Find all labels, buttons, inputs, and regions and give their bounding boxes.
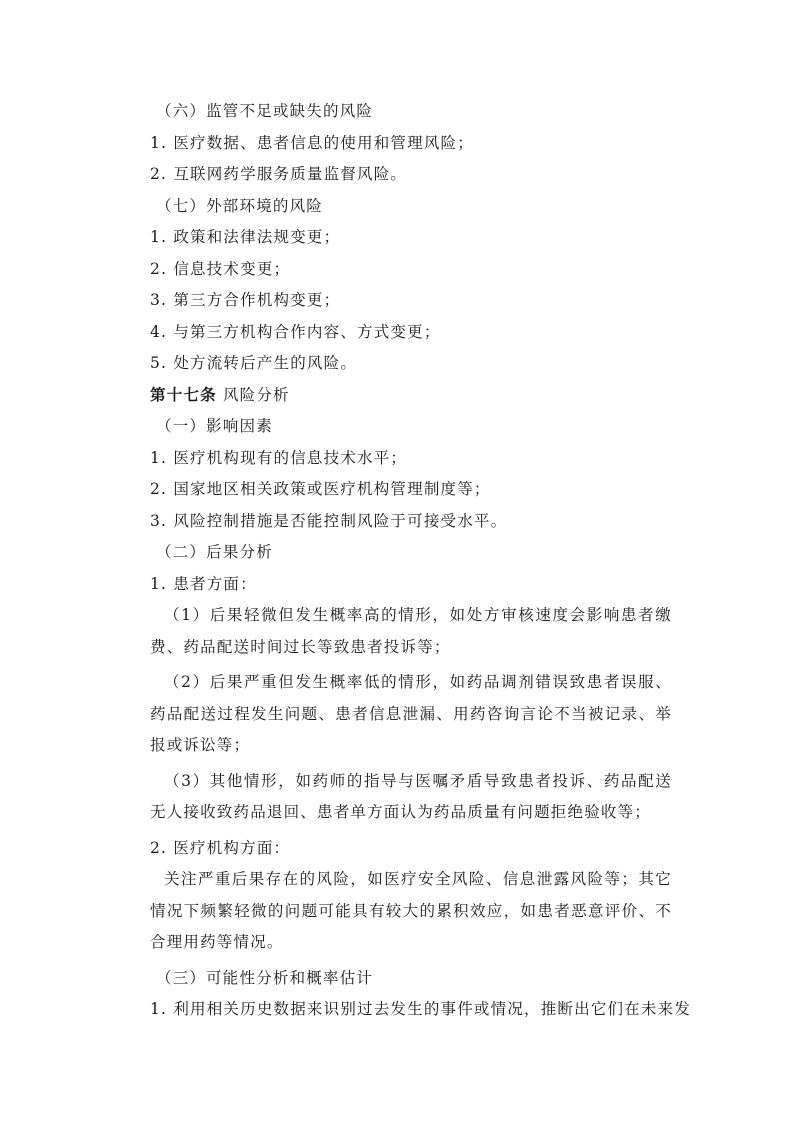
list-item: 4. 与第三方机构合作内容、方式变更； xyxy=(150,322,441,341)
section-heading-7: （七）外部环境的风险 xyxy=(156,196,324,215)
patient-heading: 1. 患者方面： xyxy=(150,574,257,593)
list-item: 1. 医疗数据、患者信息的使用和管理风险； xyxy=(150,133,474,152)
list-item: 1. 医疗机构现有的信息技术水平； xyxy=(150,448,408,467)
subsection-heading-consequence: （二）后果分析 xyxy=(156,543,273,561)
document-body xyxy=(150,96,692,1026)
list-item: 1. 政策和法律法规变更； xyxy=(150,228,341,246)
subsection-heading-probability: （三）可能性分析和概率估计 xyxy=(156,968,374,987)
article-title: 风险分析 xyxy=(216,385,290,404)
subsection-heading-factors: （一）影响因素 xyxy=(156,417,273,435)
paragraph: 关注严重后果存在的风险，如医疗安全风险、信息泄露风险等；其它情况下频繁轻微的问题可能具有较大的累积效应，如患者恶意评价、不合理用药等情况。 xyxy=(150,870,672,951)
list-item: 3. 第三方合作机构变更； xyxy=(150,291,341,309)
paragraph: （3）其他情形，如药师的指导与医嘱矛盾导致患者投诉、药品配送无人接收致药品退回、患者单方面认为药品质量有问题拒绝验收等； xyxy=(150,771,672,821)
paragraph: （2）后果严重但发生概率低的情形，如药品调剂错误致患者误服、药品配送过程发生问题、患者信息泄漏、用药咨询言论不当被记录、举报或诉讼等； xyxy=(150,673,672,754)
paragraph: （1）后果轻微但发生概率高的情形，如处方审核速度会影响患者缴费、药品配送时间过长等致患者投诉等； xyxy=(150,606,672,656)
list-item: 2. 互联网药学服务质量监督风险。 xyxy=(150,165,408,183)
list-item: 1. 利用相关历史数据来识别过去发生的事件或情况，推断出它们在未来发 xyxy=(150,1000,692,1018)
institution-heading: 2. 医疗机构方面： xyxy=(150,838,291,857)
list-item: 5. 处方流转后产生的风险。 xyxy=(150,354,358,372)
section-heading-6: （六）监管不足或缺失的风险 xyxy=(156,102,374,120)
article-label: 第十七条 xyxy=(150,385,217,404)
list-item: 2. 国家地区相关政策或医疗机构管理制度等； xyxy=(150,480,491,498)
list-item: 3. 风险控制措施是否能控制风险于可接受水平。 xyxy=(150,511,508,530)
list-item: 2. 信息技术变更； xyxy=(150,259,291,278)
article-heading xyxy=(150,380,672,412)
